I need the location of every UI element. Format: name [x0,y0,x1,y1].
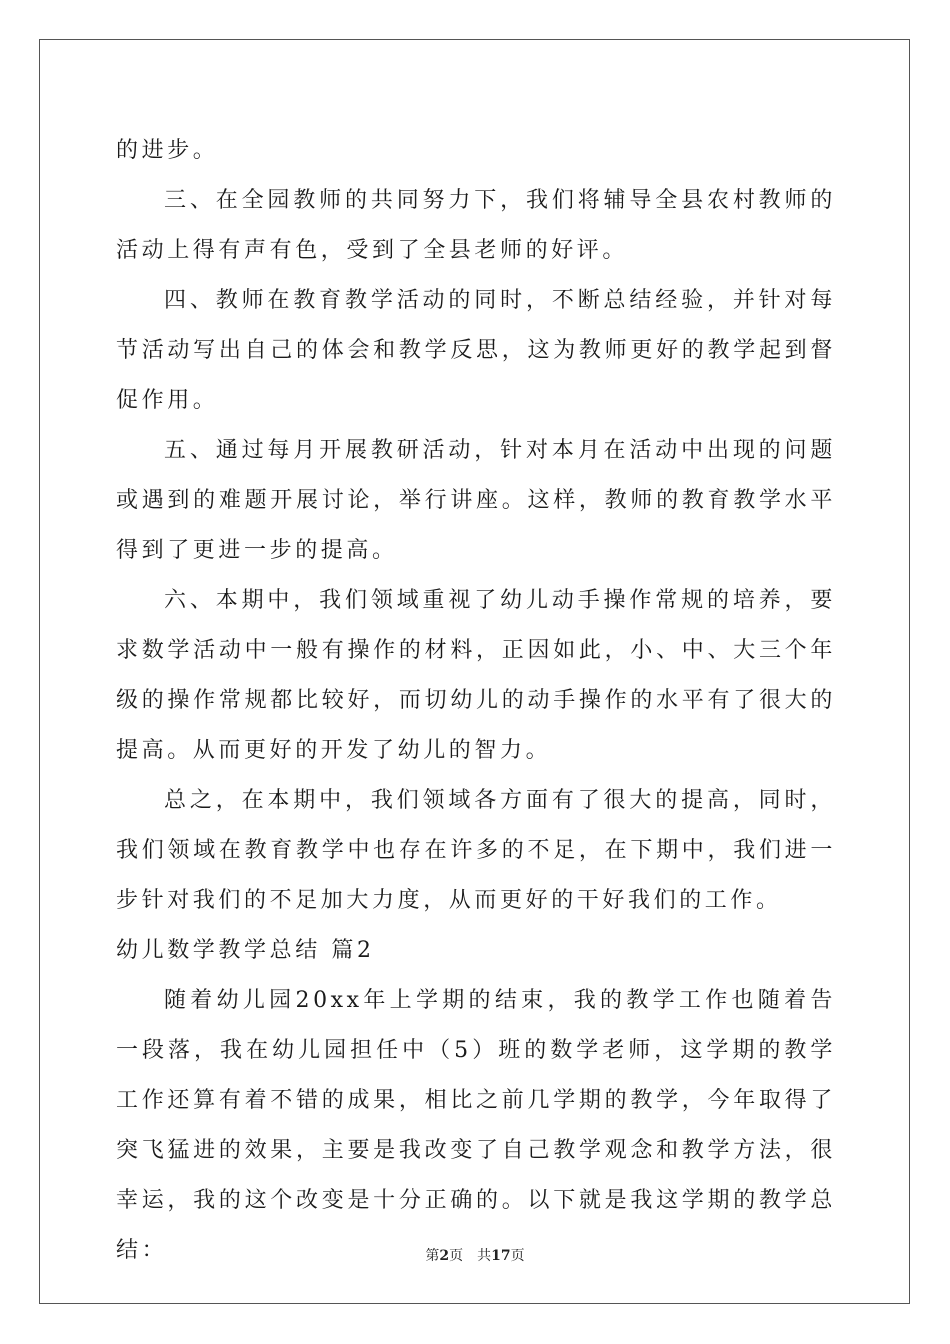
total-pages: 17 [491,1248,511,1264]
page-prefix: 第 [425,1248,440,1264]
paragraph-4: 五、通过每月开展教研活动，针对本月在活动中出现的问题或遇到的难题开展讨论，举行讲座。这样，教师的教育教学水平得到了更进一步的提高。 [116,438,836,563]
paragraph-2: 三、在全园教师的共同努力下，我们将辅导全县农村教师的活动上得有声有色，受到了全县老师的好评。 [116,188,836,263]
paragraph-1: 的进步。 [116,138,219,163]
paragraph-6: 总之，在本期中，我们领域各方面有了很大的提高，同时，我们领域在教育教学中也存在许多的不足，在下期中，我们进一步针对我们的不足加大力度，从而更好的干好我们的工作。 [116,788,836,913]
page-number: 2 [439,1248,450,1264]
total-prefix: 共 [477,1248,492,1264]
paragraph-3: 四、教师在教育教学活动的同时，不断总结经验，并针对每节活动写出自己的体会和教学反思，这为教师更好的教学起到督促作用。 [116,288,836,413]
page-footer [0,1246,950,1266]
section-paragraph-1: 随着幼儿园20xx年上学期的结束，我的教学工作也随着告一段落，我在幼儿园担任中（5）班的数学老师，这学期的教学工作还算有着不错的成果，相比之前几学期的教学，今年取得了突飞猛进的效果，主要是我改变了自己教学观念和教学方法，很幸运，我的这个改变是十分正确的。以下就是我这学期的教学总结： [116,988,836,1263]
document-body [116,126,836,1276]
page-suffix: 页 [449,1248,464,1264]
section-heading: 幼儿数学教学总结 篇2 [116,938,375,963]
paragraph-5: 六、本期中，我们领域重视了幼儿动手操作常规的培养，要求数学活动中一般有操作的材料，正因如此，小、中、大三个年级的操作常规都比较好，而切幼儿的动手操作的水平有了很大的提高。从而更好的开发了幼儿的智力。 [116,588,836,763]
total-suffix: 页 [510,1248,525,1264]
